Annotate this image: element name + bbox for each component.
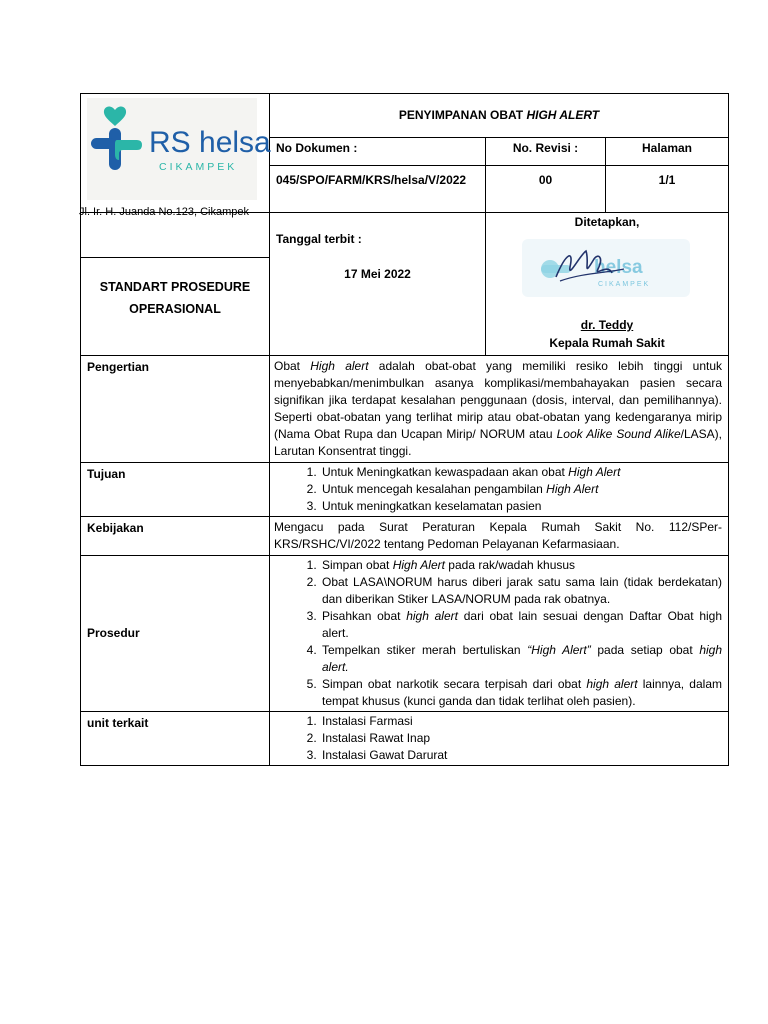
title-prefix: PENYIMPANAN OBAT (398, 107, 527, 122)
no-revisi-value: 00 (486, 165, 606, 212)
sop-title-line2: OPERASIONAL (129, 302, 221, 316)
sop-table (80, 93, 729, 766)
tanggal-label: Tanggal terbit : (276, 232, 362, 246)
sop-title-cell (81, 213, 270, 356)
halaman-value: 1/1 (606, 165, 729, 212)
hospital-logo (87, 98, 271, 200)
list-item: 5. Simpan obat narkotik secara terpisah dari obat high alert lainnya, dalam tempat khusus (kunci ganda dan tidak terlihat oleh pasien). (320, 676, 722, 710)
signer-name: dr. Teddy (580, 318, 634, 332)
list-item: 3. Instalasi Gawat Darurat (320, 747, 722, 764)
list-item: 3. Untuk meningkatkan keselamatan pasien (320, 498, 722, 515)
signer-title: Kepala Rumah Sakit (549, 336, 665, 350)
ditetapkan-label: Ditetapkan, (574, 215, 640, 229)
prosedur-label: Prosedur (81, 556, 270, 712)
sop-title-line1: STANDART PROSEDURE (99, 280, 251, 294)
logo-cell (79, 94, 271, 218)
stamp-sub: CIKAMPEK (598, 281, 651, 288)
list-item: 2. Untuk mencegah kesalahan pengambilan High Alert (320, 481, 722, 498)
logo-brand: RS helsa (149, 126, 271, 159)
signature-stamp (486, 233, 729, 303)
tanggal-cell (270, 213, 486, 356)
stamp-text: helsa (594, 257, 643, 278)
unit-list (270, 713, 728, 764)
prosedur-list (270, 557, 728, 710)
kebijakan-text: Mengacu pada Surat Peraturan Kepala Rumah Sakit No. 112/SPer-KRS/RSHC/VI/2022 tentang Pedoman Pelayanan Kefarmasiaan. (270, 517, 729, 556)
ditetapkan-cell (486, 213, 729, 356)
no-dokumen-label: No Dokumen : (270, 137, 486, 165)
pengertian-label: Pengertian (81, 356, 270, 463)
list-item: 1. Simpan obat High Alert pada rak/wadah khusus (320, 557, 722, 574)
tujuan-list (270, 464, 728, 515)
unit-list-cell (270, 712, 729, 766)
no-revisi-label: No. Revisi : (486, 137, 606, 165)
hospital-address: Jl. Ir. H. Juanda No.123, Cikampek (79, 206, 249, 218)
tujuan-label: Tujuan (81, 463, 270, 517)
document-title (270, 94, 729, 138)
unit-label: unit terkait (81, 712, 270, 766)
prosedur-list-cell (270, 556, 729, 712)
title-italic: HIGH ALERT (526, 107, 600, 122)
list-item: 2. Instalasi Rawat Inap (320, 730, 722, 747)
pengertian-text: Obat High alert adalah obat-obat yang memiliki resiko lebih tinggi untuk menyebabkan/menimbulkan asanya komplikasi/membahayakan pasien secara signifikan jika terdapat kesalahan penggunaan (dosis, interval, dan pemilihannya). Seperti obat-obatan yang terlihat mirip atau obat-obatan yang kedengaranya mirip (Nama Obat Rupa dan Ucapan Mirip/ NORUM atau Look Alike Sound Alike/LASA), Larutan Konsentrat tinggi. (270, 356, 729, 463)
list-item: 4. Tempelkan stiker merah bertuliskan “High Alert” pada setiap obat high alert. (320, 642, 722, 676)
list-item: 1. Untuk Meningkatkan kewaspadaan akan obat High Alert (320, 464, 722, 481)
logo-sub: CIKAMPEK (159, 161, 238, 173)
tujuan-list-cell (270, 463, 729, 517)
sop-document (80, 93, 728, 766)
list-item: 3. Pisahkan obat high alert dari obat lain sesuai dengan Daftar Obat high alert. (320, 608, 722, 642)
tanggal-value: 17 Mei 2022 (344, 267, 411, 281)
kebijakan-label: Kebijakan (81, 517, 270, 556)
list-item: 1. Instalasi Farmasi (320, 713, 722, 730)
halaman-label: Halaman (606, 137, 729, 165)
no-dokumen-value: 045/SPO/FARM/KRS/helsa/V/2022 (270, 165, 486, 212)
list-item: 2. Obat LASA\NORUM harus diberi jarak satu sama lain (tidak berdekatan) dan diberikan Stiker LASA/NORUM pada rak obatnya. (320, 574, 722, 608)
